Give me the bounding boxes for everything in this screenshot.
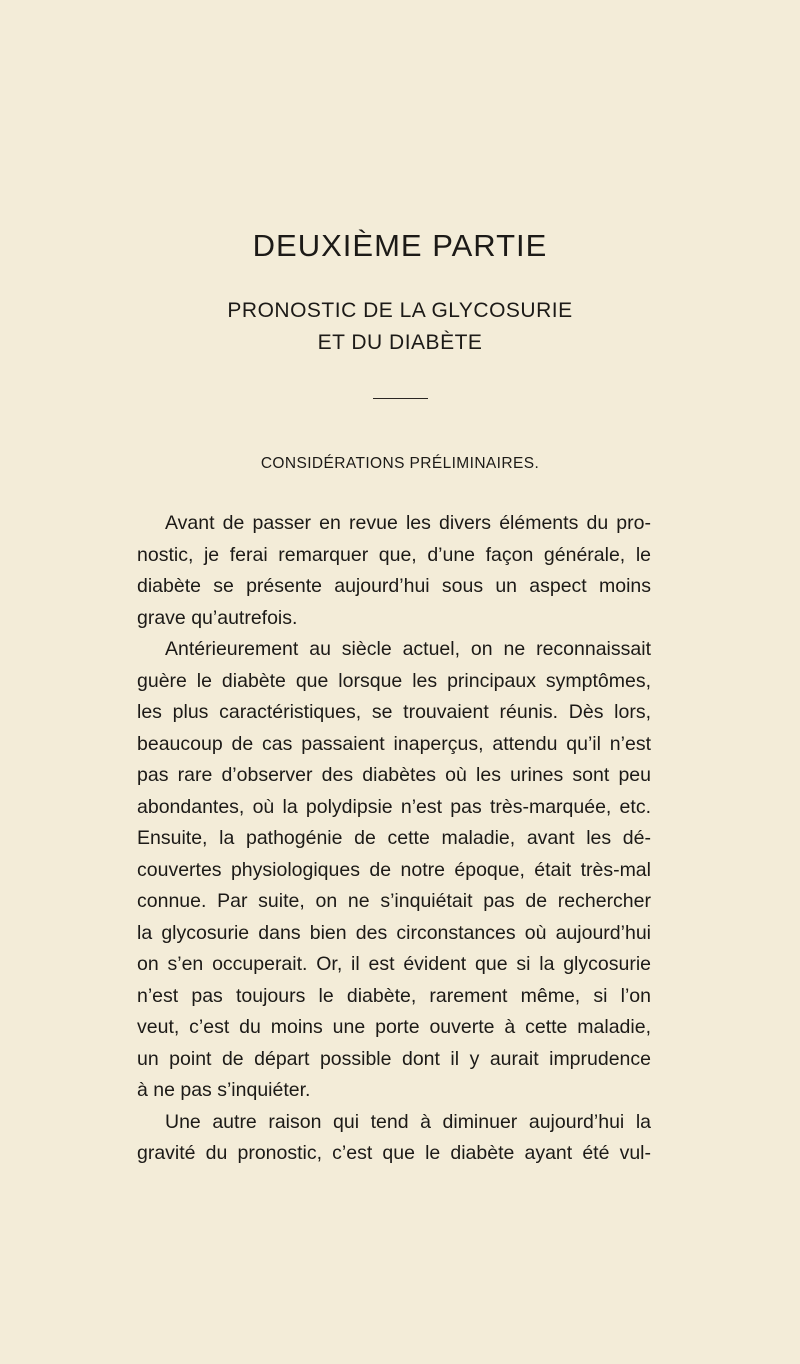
text-line: on s’en occuperait. Or, il est évident que si la glycosurie bbox=[137, 953, 651, 975]
chapter-title-line-1: PRONOSTIC DE LA GLYCOSURIE bbox=[227, 299, 573, 322]
text-line: guère le diabète que lorsque les principaux symptômes, bbox=[137, 669, 651, 692]
text-line: pas rare d’observer des diabètes où les urines sont peu bbox=[137, 764, 651, 786]
text-line: beaucoup de cas passaient inaperçus, attendu qu’il n’est bbox=[137, 732, 651, 755]
text-line: à ne pas s’inquiéter. bbox=[137, 1079, 311, 1101]
separator-rule bbox=[373, 398, 428, 399]
text-line: nostic, je ferai remarquer que, d’une façon générale, le bbox=[137, 543, 651, 566]
text-line: gravité du pronostic, c’est que le diabète ayant été vul- bbox=[137, 1142, 651, 1164]
text-line: Ensuite, la pathogénie de cette maladie, avant les dé- bbox=[137, 827, 651, 849]
text-line: abondantes, où la polydipsie n’est pas très-marquée, etc. bbox=[137, 795, 651, 818]
text-line: connue. Par suite, on ne s’inquiétait pas de rechercher bbox=[137, 890, 651, 912]
section-heading: CONSIDÉRATIONS PRÉLIMINAIRES. bbox=[260, 455, 540, 472]
chapter-title-line-2: ET DU DIABÈTE bbox=[317, 331, 483, 354]
text-line: couvertes physiologiques de notre époque, était très-mal bbox=[137, 858, 651, 881]
text-line: diabète se présente aujourd’hui sous un aspect moins bbox=[137, 575, 651, 597]
part-title: DEUXIÈME PARTIE bbox=[252, 228, 548, 263]
text-line: la glycosurie dans bien des circonstances où aujourd’hui bbox=[137, 921, 651, 944]
text-line: veut, c’est du moins une porte ouverte à cette maladie, bbox=[137, 1016, 651, 1038]
text-line: Antérieurement au siècle actuel, on ne reconnaissait bbox=[165, 638, 651, 660]
text-line: n’est pas toujours le diabète, rarement même, si l’on bbox=[137, 984, 651, 1007]
text-line: les plus caractéristiques, se trouvaient réunis. Dès lors, bbox=[137, 701, 651, 723]
text-line: un point de départ possible dont il y aurait imprudence bbox=[137, 1047, 651, 1070]
body-text bbox=[137, 508, 651, 1170]
text-line: Une autre raison qui tend à diminuer aujourd’hui la bbox=[165, 1110, 651, 1133]
text-line: Avant de passer en revue les divers éléments du pro- bbox=[165, 512, 651, 534]
text-line: grave qu’autrefois. bbox=[137, 606, 298, 629]
